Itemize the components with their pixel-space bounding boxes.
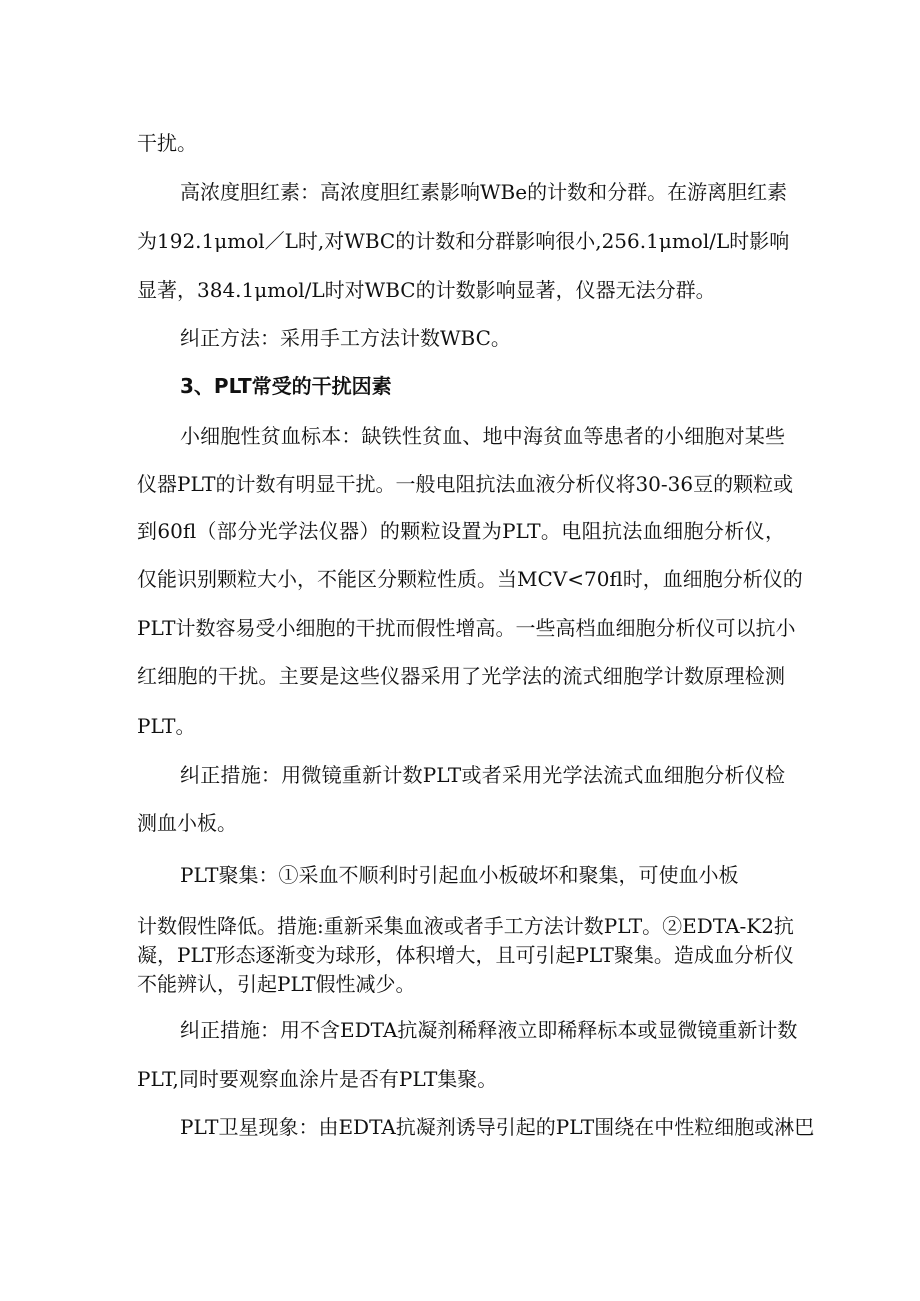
section-heading: 3、PLT常受的干扰因素 (180, 374, 392, 398)
text-line: PLT,同时要观察血涂片是否有PLT集聚。 (137, 1067, 498, 1091)
text-line: 计数假性降低。措施:重新采集血液或者手工方法计数PLT。②EDTA-K2抗 (137, 914, 794, 938)
text-line: 纠正方法：采用手工方法计数WBC。 (180, 326, 511, 350)
text-line: 显著，384.1μmol/L时对WBC的计数影响显著，仪器无法分群。 (137, 278, 716, 302)
text-line: 红细胞的干扰。主要是这些仪器采用了光学法的流式细胞学计数原理检测 (137, 664, 785, 688)
text-line: 小细胞性贫血标本：缺铁性贫血、地中海贫血等患者的小细胞对某些 (180, 424, 785, 448)
text-line: PLT聚集：①采血不顺利时引起血小板破坏和聚集，可使血小板 (180, 863, 739, 887)
text-line: 高浓度胆红素：高浓度胆红素影响WBe的计数和分群。在游离胆红素 (180, 180, 788, 204)
text-line: PLT。 (137, 714, 196, 738)
text-line: 测血小板。 (137, 811, 237, 835)
text-line: 不能辨认，引起PLT假性减少。 (137, 972, 416, 996)
text-line: 仅能识别颗粒大小，不能区分颗粒性质。当MCV<70fl时，血细胞分析仪的 (137, 567, 803, 591)
text-line: 纠正措施：用不含EDTA抗凝剂稀释液立即稀释标本或显微镜重新计数 (180, 1018, 798, 1042)
text-line: 纠正措施：用微镜重新计数PLT或者采用光学法流式血细胞分析仪检 (180, 763, 785, 787)
text-line: PLT卫星现象：由EDTA抗凝剂诱导引起的PLT围绕在中性粒细胞或淋巴 (180, 1115, 815, 1139)
text-line: 为192.1μmol／L时,对WBC的计数和分群影响很小,256.1μmol/L时影响 (137, 229, 790, 253)
text-line: PLT计数容易受小细胞的干扰而假性增高。一些高档血细胞分析仪可以抗小 (137, 616, 796, 640)
text-line: 凝，PLT形态逐渐变为球形，体积增大，且可引起PLT聚集。造成血分析仪 (137, 943, 794, 967)
text-line: 仪器PLT的计数有明显干扰。一般电阻抗法血液分析仪将30-36豆的颗粒或 (137, 472, 794, 496)
text-line: 到60fl（部分光学法仪器）的颗粒设置为PLT。电阻抗法血细胞分析仪， (137, 519, 785, 543)
text-line: 干扰。 (137, 131, 197, 155)
